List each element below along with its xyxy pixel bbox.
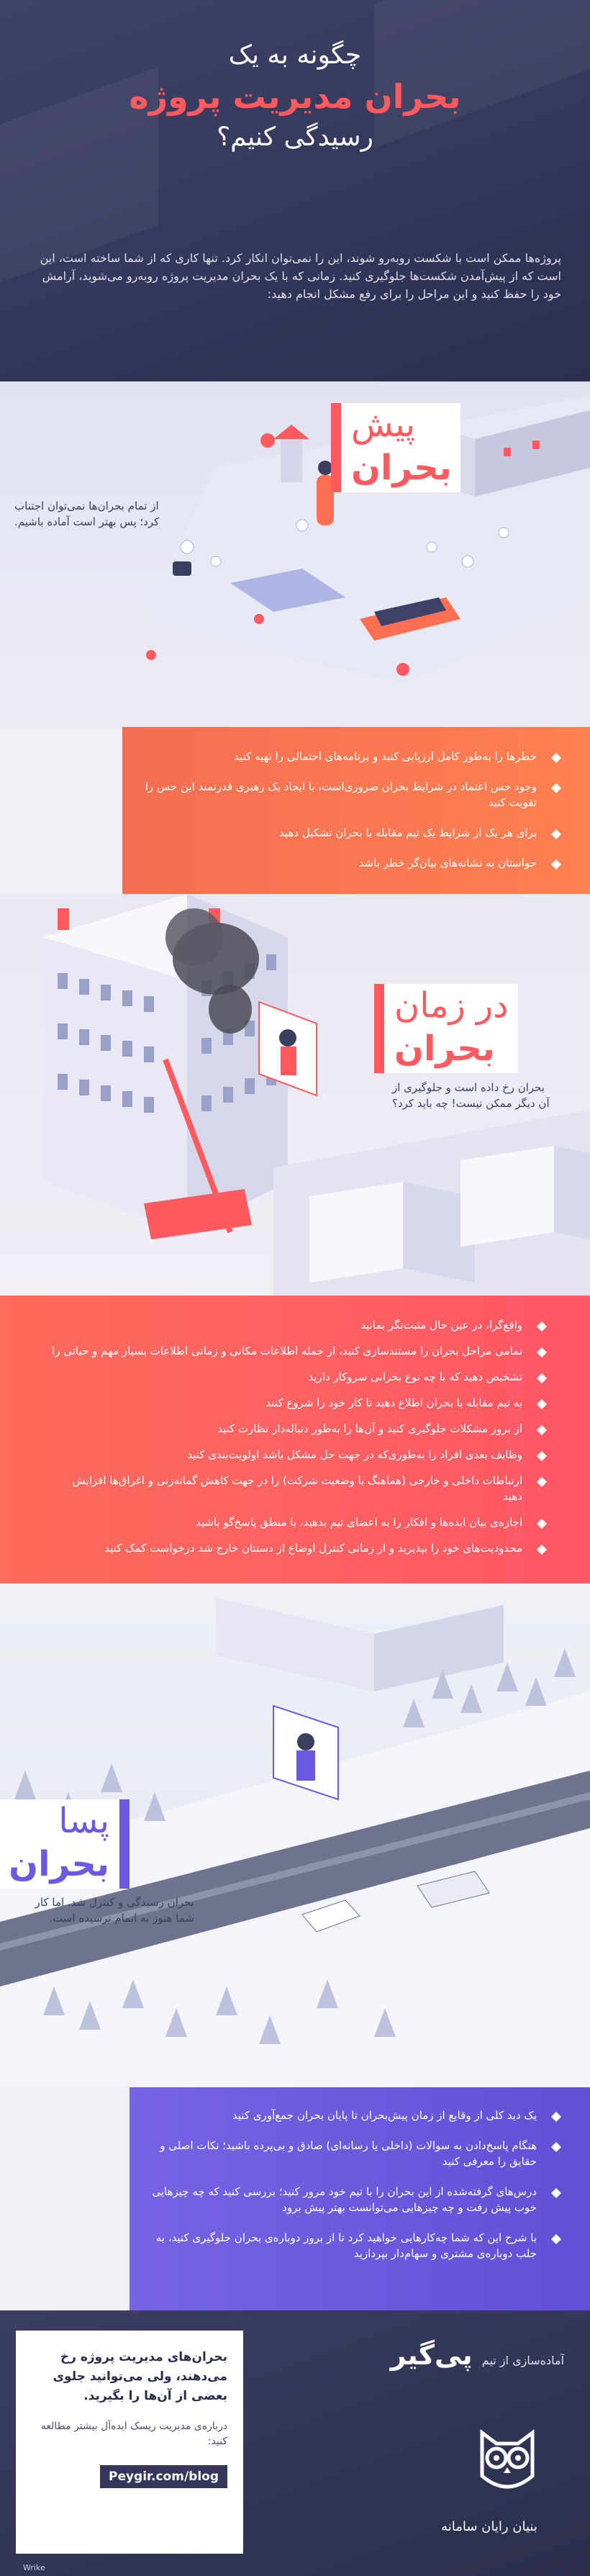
bullet-icon <box>551 782 561 792</box>
list-item <box>50 1369 547 1385</box>
after-heading-line2: بحران <box>9 1844 109 1884</box>
during-item-text: اجازه‌ی بیان ایده‌ها و افکار را به اعضای تیم بدهید، با منطق پاسخ‌گو باشید <box>195 1516 522 1529</box>
bullet-icon <box>551 751 561 761</box>
list-item <box>50 1540 547 1556</box>
during-item-text: تشخیص دهید که با چه نوع بحرانی سروکار دارید <box>308 1370 522 1383</box>
bullet-icon <box>551 858 561 868</box>
list-item <box>50 1447 547 1463</box>
before-items <box>137 749 561 885</box>
bullet-icon <box>537 1450 547 1460</box>
during-item-text: محدودیت‌های خود را بپذیرید و از زمانی کنترل اوضاع از دستتان خارج شد درخواست کمک کنید <box>104 1542 522 1555</box>
list-item <box>137 825 561 841</box>
list-item <box>50 1421 547 1437</box>
list-item <box>144 2184 561 2215</box>
after-panel-gap <box>0 2087 130 2310</box>
after-item-text: درس‌های گرفته‌شده از این بحران را با تیم خود مرور کنید؛ بررسی کنید که چه چیزهایی خوب پیش رفت و چه چیزهایی می‌توانست بهتر پیش برود <box>152 2185 537 2214</box>
before-heading-line1: پیش <box>351 405 416 445</box>
bullet-icon <box>537 1517 547 1527</box>
during-item-text: ارتباطات داخلی و خارجی (هماهنگ با وضعیت شرکت) را در جهت کاهش گمانه‌زنی و اغراق‌ها افزایش دهید <box>72 1474 522 1503</box>
footer-quote: بحران‌های مدیریت پروژه رخ می‌دهند، ولی می‌توانید جلوی بعضی از آن‌ها را بگیرید. <box>53 2350 227 2403</box>
during-item-text: وظایف بعدی افراد را به‌طوری‌که در جهت حل مشکل باشد اولویت‌بندی کنید <box>187 1448 522 1461</box>
footer-more-text: درباره‌ی مدیریت ریسک ایده‌آل بیشتر مطالعه کنید: <box>40 2421 227 2447</box>
after-item-text: یک دید کلی از وقایع از زمان پیش‌بحران تا پایان بحران جمع‌آوری کنید <box>232 2109 537 2122</box>
heading-text <box>351 403 452 489</box>
before-heading-line2: بحران <box>351 448 452 488</box>
list-item <box>144 2230 561 2261</box>
during-panel <box>0 1296 590 1583</box>
list-item <box>50 1317 547 1333</box>
after-items <box>144 2107 561 2261</box>
list-item <box>50 1473 547 1504</box>
list-item <box>144 2107 561 2123</box>
after-subtitle: بحران رسیدگی و کنترل شد. اما کار شما هنوز به اتمام نرسیده است. <box>35 1896 194 1925</box>
credit-text: Wrike <box>23 2563 45 2572</box>
brand-block <box>291 2339 564 2371</box>
footer <box>0 2310 590 2576</box>
hero-section <box>0 0 590 381</box>
list-item <box>144 2138 561 2169</box>
heading-accent-bar <box>374 984 384 1073</box>
bullet-icon <box>537 1475 547 1486</box>
during-item-text: به تیم مقابله با بحران اطلاع دهید تا کار خود را شروع کنند <box>266 1396 522 1409</box>
prepared-by-text: آماده‌سازی از تیم <box>481 2354 564 2367</box>
during-items <box>50 1317 547 1556</box>
bullet-icon <box>537 1372 547 1382</box>
brand-tagline: بنیان رایان سامانه <box>441 2519 537 2534</box>
title-line-3: رسیدگی کنیم؟ <box>217 122 373 152</box>
bullet-icon <box>551 2233 561 2243</box>
footer-card <box>16 2331 243 2572</box>
bullet-icon <box>537 1320 547 1330</box>
before-item-text: برای هر یک از شرایط یک تیم مقابله با بحران تشکیل دهید <box>279 826 537 839</box>
heading-accent-bar <box>331 403 341 492</box>
blog-link[interactable]: Peygir.com/blog <box>100 2465 227 2488</box>
during-section <box>0 894 590 1296</box>
bullet-icon <box>537 1543 547 1553</box>
list-item <box>137 749 561 764</box>
bullet-icon <box>551 2141 561 2151</box>
after-section <box>0 1583 590 2087</box>
list-item <box>137 855 561 871</box>
before-item-text: خطرها را به‌طور کامل ارزیابی کنید و برنامه‌های احتمالی را تهیه کنید <box>234 750 537 763</box>
owl-logo-icon <box>468 2418 547 2498</box>
heading-accent-bar <box>119 1799 130 1889</box>
bullet-icon <box>537 1424 547 1434</box>
bullet-icon <box>537 1398 547 1408</box>
before-section <box>0 381 590 727</box>
bullet-icon <box>551 2187 561 2197</box>
before-subtitle: از تمام بحران‌ها نمی‌توان اجتناب کرد؛ پس بهتر است آماده باشیم. <box>14 500 160 528</box>
during-item-text: تمامی مراحل بحران را مستندسازی کنید، از جمله اطلاعات مکانی و زمانی اطلاعات بسیار مهم و حیاتی را <box>52 1345 522 1357</box>
during-subtitle: بحران رخ داده است و جلوگیری از آن دیگر ممکن نیست! چه باید کرد؟ <box>392 1081 550 1110</box>
list-item <box>50 1514 547 1530</box>
after-heading-line1: پسا <box>58 1801 109 1841</box>
brand-name: پی‌گیر <box>390 2339 473 2371</box>
before-item-text: وجود حس اعتماد در شرایط بحران ضروری‌است، با ایجاد یک رهبری قدرتمند این حس را تقویت کنید <box>145 780 537 809</box>
bullet-icon <box>551 2110 561 2120</box>
list-item <box>50 1395 547 1411</box>
during-item-text: از بروز مشکلات جلوگیری کنید و آن‌ها را به‌طور دنباله‌دار نظارت کنید <box>217 1422 522 1435</box>
title-line-2: بحران مدیریت پروژه <box>129 77 461 116</box>
during-heading-line2: بحران <box>394 1029 495 1069</box>
list-item <box>137 779 561 810</box>
before-panel-gap <box>0 727 122 894</box>
after-item-text: با شرح این که شما چه‌کارهایی خواهید کرد تا از بروز دوباره‌ی بحران جلوگیری کنید، به جلب دوباره‌ی مشتری و سهام‌دار بپردازید <box>155 2231 537 2260</box>
before-panel <box>0 727 590 894</box>
after-panel <box>0 2087 590 2310</box>
beach-rescue-illustration <box>0 381 590 727</box>
page-title <box>43 37 547 155</box>
intro-paragraph: پروژه‌ها ممکن است با شکست روبه‌رو شوند، این را نمی‌توان انکار کرد. تنها کاری که از شما ساخته است، این است که از پیش‌آمدن شکست‌ها جلوگیری کنید. زمانی که با یک بحران مدیریت پروژه روبه‌رو می‌شوید، آرامش خود را حفظ کنید و این مراحل را برای رفع مشکل انجام دهید: <box>40 251 561 301</box>
during-item-text: واقع‌گرا، در عین حال مثبت‌نگر بمانید <box>360 1319 522 1332</box>
title-line-1: چگونه به یک <box>228 40 362 70</box>
during-heading-line1: در زمان <box>394 985 509 1026</box>
bullet-icon <box>537 1346 547 1356</box>
list-item <box>50 1343 547 1359</box>
heading-text <box>9 1799 109 1886</box>
heading-text <box>394 984 509 1070</box>
bullet-icon <box>551 828 561 838</box>
before-item-text: حواستان به نشانه‌های بیان‌گر خطر باشد <box>358 857 537 869</box>
after-item-text: هنگام پاسخ‌دادن به سوالات (داخلی یا رسانه‌ای) صادق و بی‌پرده باشید؛ نکات اصلی و حقایق را معرفی کنید <box>160 2139 537 2168</box>
